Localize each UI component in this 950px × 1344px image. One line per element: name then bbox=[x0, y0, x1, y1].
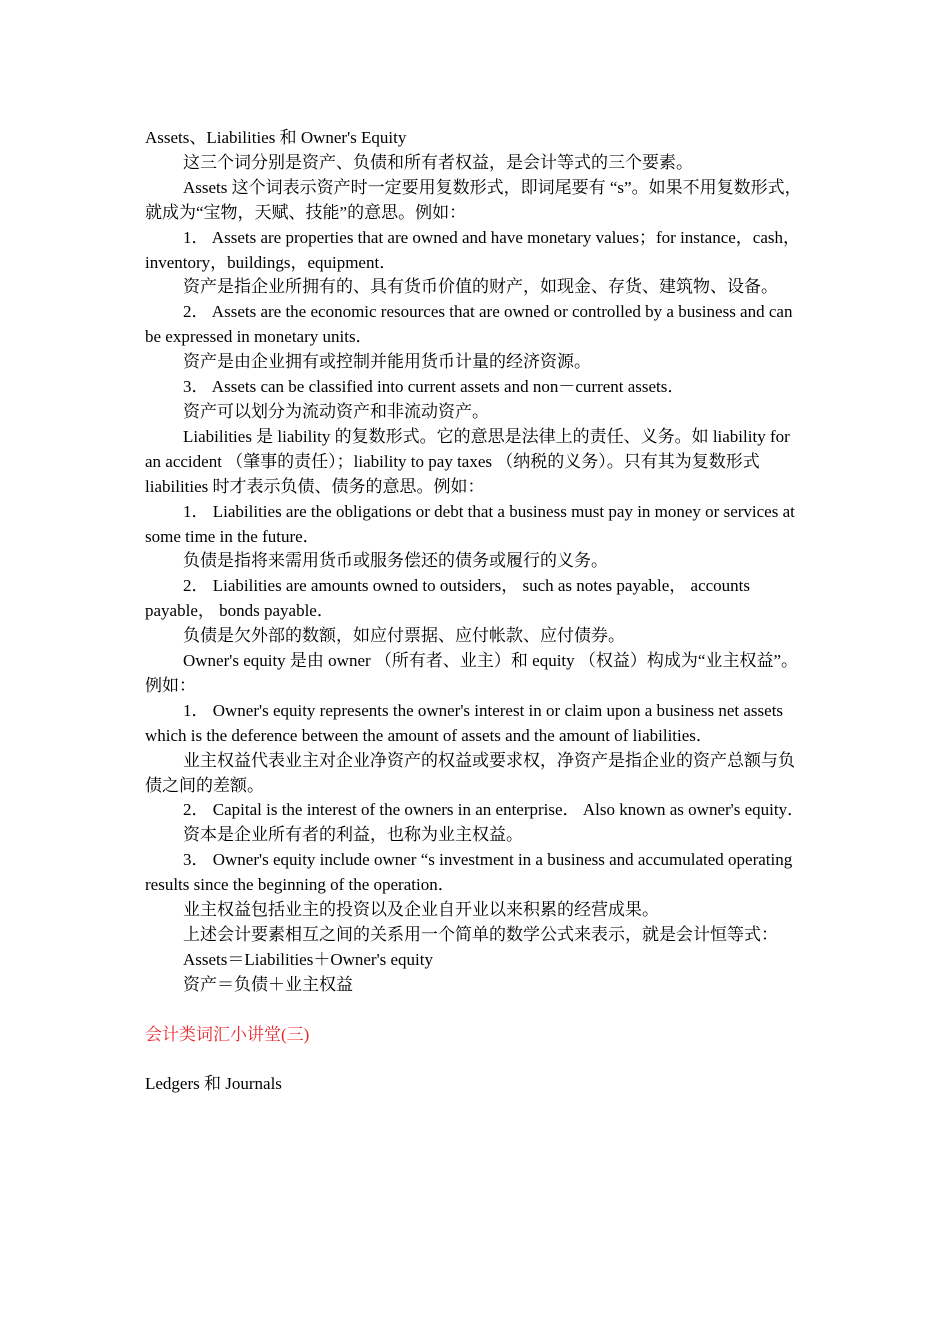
paragraph: 资本是企业所有者的利益，也称为业主权益。 bbox=[183, 825, 523, 845]
paragraph: 2． Liabilities are amounts owned to outsiders， such as notes payable， accounts payable， bonds payable． bbox=[145, 576, 751, 621]
section-heading: 会计类词汇小讲堂(三) bbox=[145, 1024, 310, 1044]
paragraph: 1． Assets are properties that are owned and have monetary values；for instance，cash，inventory，buildings，equipment． bbox=[145, 227, 800, 272]
paragraph: 2． Capital is the interest of the owners in an enterprise． Also known as owner's equity． bbox=[183, 800, 805, 820]
paragraph: 资产是由企业拥有或控制并能用货币计量的经济资源。 bbox=[183, 352, 591, 372]
document-body bbox=[145, 126, 810, 1097]
paragraph: Assets 这个词表示资产时一定要用复数形式，即词尾要有 “s”。如果不用复数形式，就成为“宝物，天赋、技能”的意思。例如： bbox=[145, 177, 802, 222]
paragraph: 3． Owner's equity include owner “s investment in a business and accumulated operating results since the beginning of the operation． bbox=[145, 850, 793, 895]
paragraph: 1． Owner's equity represents the owner's interest in or claim upon a business net assets which is the deference between the amount of assets and the amount of liabilities． bbox=[145, 700, 784, 745]
next-title: Ledgers 和 Journals bbox=[145, 1074, 282, 1094]
paragraph: 资产是指企业所拥有的、具有货币价值的财产，如现金、存货、建筑物、设备。 bbox=[183, 277, 778, 297]
paragraph: 业主权益包括业主的投资以及企业自开业以来积累的经营成果。 bbox=[183, 900, 659, 920]
paragraph: Liabilities 是 liability 的复数形式。它的意思是法律上的责任、义务。如 liability for an accident （肇事的责任）；liability to pay taxes （纳税的义务）。只有其为复数形式 liabilities 时才表示负债、债务的意思。例如： bbox=[145, 426, 790, 496]
paragraph: 上述会计要素相互之间的关系用一个简单的数学公式来表示，就是会计恒等式： bbox=[183, 925, 778, 944]
paragraph: 3． Assets can be classified into current assets and non－current assets． bbox=[183, 377, 685, 397]
title-line: Assets、Liabilities 和 Owner's Equity bbox=[145, 128, 407, 147]
equation-english: Assets＝Liabilities＋Owner's equity bbox=[183, 949, 434, 969]
paragraph: 2． Assets are the economic resources that are owned or controlled by a business and can be expressed in monetary units． bbox=[145, 302, 793, 347]
paragraph: 1． Liabilities are the obligations or debt that a business must pay in money or services at some time in the future． bbox=[145, 501, 795, 546]
paragraph: Owner's equity 是由 owner （所有者、业主）和 equity （权益）构成为“业主权益”。例如： bbox=[145, 651, 798, 695]
paragraph: 负债是欠外部的数额，如应付票据、应付帐款、应付债券。 bbox=[183, 626, 625, 646]
paragraph: 业主权益代表业主对企业净资产的权益或要求权，净资产是指企业的资产总额与负债之间的差额。 bbox=[145, 750, 795, 795]
paragraph: 负债是指将来需用货币或服务偿还的债务或履行的义务。 bbox=[183, 551, 608, 571]
paragraph: 资产可以划分为流动资产和非流动资产。 bbox=[183, 401, 489, 421]
paragraph: 这三个词分别是资产、负债和所有者权益，是会计等式的三个要素。 bbox=[183, 152, 693, 172]
equation-chinese: 资产＝负债＋业主权益 bbox=[183, 974, 353, 994]
